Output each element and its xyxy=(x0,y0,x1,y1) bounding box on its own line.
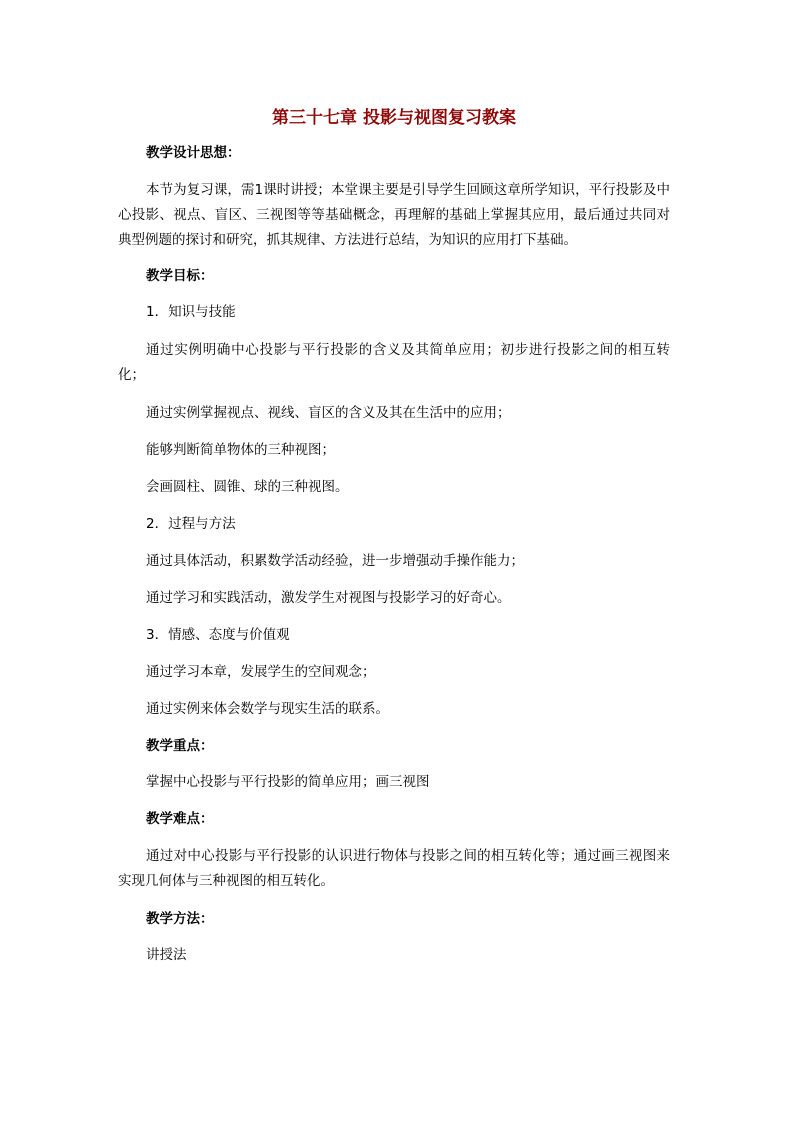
method-text: 讲授法 xyxy=(146,947,187,963)
goal2-item: 通过学习和实践活动，激发学生对视图与投影学习的好奇心。 xyxy=(146,590,511,606)
goal2-title: 2．过程与方法 xyxy=(146,516,236,532)
goal1-item: 通过实例掌握视点、视线、盲区的含义及其在生活中的应用； xyxy=(146,405,511,421)
key-points-text: 掌握中心投影与平行投影的简单应用；画三视图 xyxy=(146,774,430,790)
design-heading: 教学设计思想： xyxy=(146,145,241,161)
goal1-title: 1．知识与技能 xyxy=(146,304,236,320)
goal3-item: 通过实例来体会数学与现实生活的联系。 xyxy=(146,701,389,717)
goal2-item: 通过具体活动，积累数学活动经验，进一步增强动手操作能力； xyxy=(146,553,524,569)
goal3-item: 通过学习本章，发展学生的空间观念； xyxy=(146,664,376,680)
design-paragraph: 本节为复习课，需1课时讲授；本堂课主要是引导学生回顾这章所学知识，平行投影及中心投影、视点、盲区、三视图等等基础概念，再理解的基础上掌握其应用，最后通过共同对典型例题的探讨和研究，抓其规律、方法进行总结，为知识的应用打下基础。 xyxy=(118,182,670,248)
goal1-item: 能够判断简单物体的三种视图； xyxy=(146,442,335,458)
key-points-heading: 教学重点： xyxy=(146,738,214,754)
document-title: 第三十七章 投影与视图复习教案 xyxy=(272,108,516,128)
difficulty-paragraph: 通过对中心投影与平行投影的认识进行物体与投影之间的相互转化等；通过画三视图来实现几何体与三种视图的相互转化。 xyxy=(118,848,670,889)
goal1-item: 会画圆柱、圆锥、球的三种视图。 xyxy=(146,479,349,495)
method-heading: 教学方法： xyxy=(146,911,214,927)
goal3-title: 3．情感、态度与价值观 xyxy=(146,627,290,643)
goals-heading: 教学目标： xyxy=(146,268,214,284)
goal1-item: 通过实例明确中心投影与平行投影的含义及其简单应用；初步进行投影之间的相互转化； xyxy=(118,342,670,383)
document-body xyxy=(118,104,670,981)
difficulty-heading: 教学难点： xyxy=(146,811,214,827)
